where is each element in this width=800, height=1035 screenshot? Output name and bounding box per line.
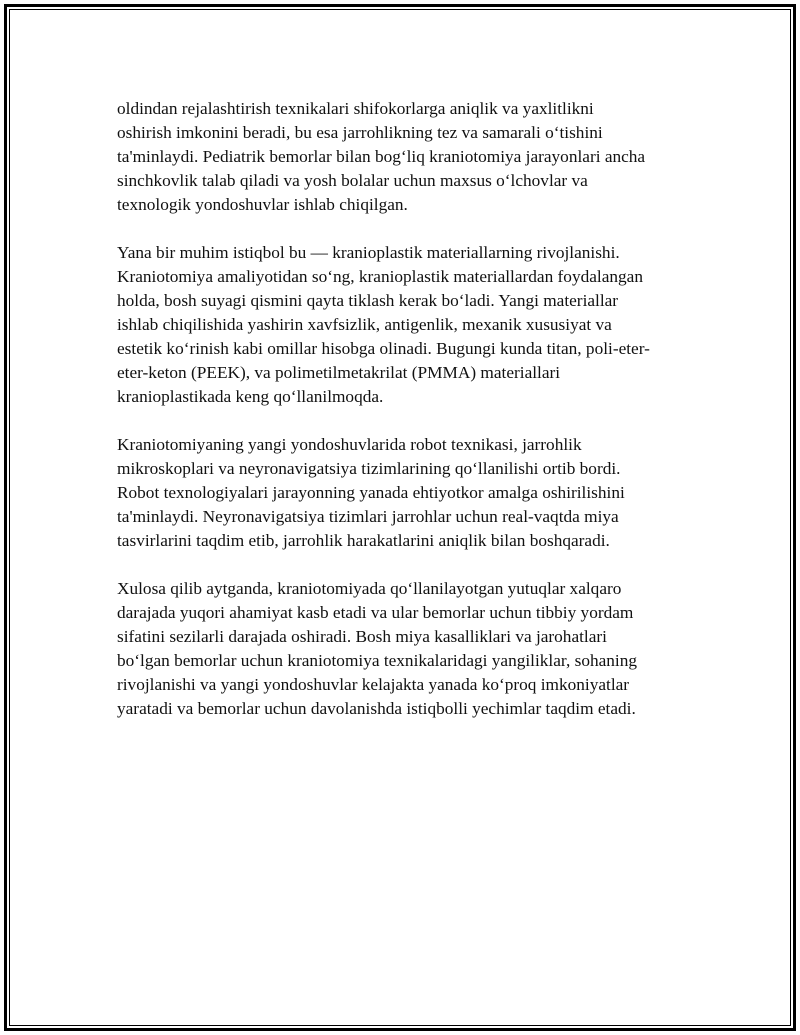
- text-line: rivojlanishi va yangi yondoshuvlar kelajakta yanada koʻproq imkoniyatlar: [117, 675, 630, 694]
- page-border: [4, 4, 796, 1031]
- text-line: darajada yuqori ahamiyat kasb etadi va ular bemorlar uchun tibbiy yordam: [117, 603, 634, 622]
- text-line: estetik koʻrinish kabi omillar hisobga olinadi. Bugungi kunda titan, poli-eter-: [117, 339, 650, 358]
- text-line: oldindan rejalashtirish texnikalari shifokorlarga aniqlik va yaxlitlikni: [117, 99, 594, 118]
- text-line: kranioplastikada keng qoʻllanilmoqda.: [117, 387, 384, 406]
- document-body: [117, 97, 697, 745]
- text-line: ta'minlaydi. Pediatrik bemorlar bilan bogʻliq kraniotomiya jarayonlari ancha: [117, 147, 646, 166]
- text-line: Kraniotomiya amaliyotidan soʻng, kranioplastik materiallardan foydalangan: [117, 267, 643, 286]
- text-line: ta'minlaydi. Neyronavigatsiya tizimlari jarrohlar uchun real-vaqtda miya: [117, 507, 619, 526]
- text-line: Yana bir muhim istiqbol bu — kranioplastik materiallarning rivojlanishi.: [117, 243, 620, 262]
- text-line: ishlab chiqilishida yashirin xavfsizlik, antigenlik, mexanik xususiyat va: [117, 315, 612, 334]
- paragraph-cranioplastic-materials: [117, 241, 697, 409]
- paragraph-robotics-navigation: [117, 433, 697, 553]
- text-line: Xulosa qilib aytganda, kraniotomiyada qoʻllanilayotgan yutuqlar xalqaro: [117, 579, 622, 598]
- text-line: eter-keton (PEEK), va polimetilmetakrilat (PMMA) materiallari: [117, 363, 561, 382]
- text-line: texnologik yondoshuvlar ishlab chiqilgan.: [117, 195, 408, 214]
- text-line: sinchkovlik talab qiladi va yosh bolalar uchun maxsus oʻlchovlar va: [117, 171, 588, 190]
- paragraph-conclusion: [117, 577, 697, 721]
- text-line: sifatini sezilarli darajada oshiradi. Bosh miya kasalliklari va jarohatlari: [117, 627, 607, 646]
- text-line: oshirish imkonini beradi, bu esa jarrohlikning tez va samarali oʻtishini: [117, 123, 603, 142]
- text-line: Robot texnologiyalari jarayonning yanada ehtiyotkor amalga oshirilishini: [117, 483, 625, 502]
- text-line: Kraniotomiyaning yangi yondoshuvlarida robot texnikasi, jarrohlik: [117, 435, 582, 454]
- text-line: boʻlgan bemorlar uchun kraniotomiya texnikalaridagi yangiliklar, sohaning: [117, 651, 637, 670]
- text-line: yaratadi va bemorlar uchun davolanishda istiqbolli yechimlar taqdim etadi.: [117, 699, 636, 718]
- text-line: holda, bosh suyagi qismini qayta tiklash kerak boʻladi. Yangi materiallar: [117, 291, 619, 310]
- text-line: mikroskoplari va neyronavigatsiya tizimlarining qoʻllanilishi ortib bordi.: [117, 459, 621, 478]
- paragraph-planning-techniques: [117, 97, 697, 217]
- text-line: tasvirlarini taqdim etib, jarrohlik harakatlarini aniqlik bilan boshqaradi.: [117, 531, 610, 550]
